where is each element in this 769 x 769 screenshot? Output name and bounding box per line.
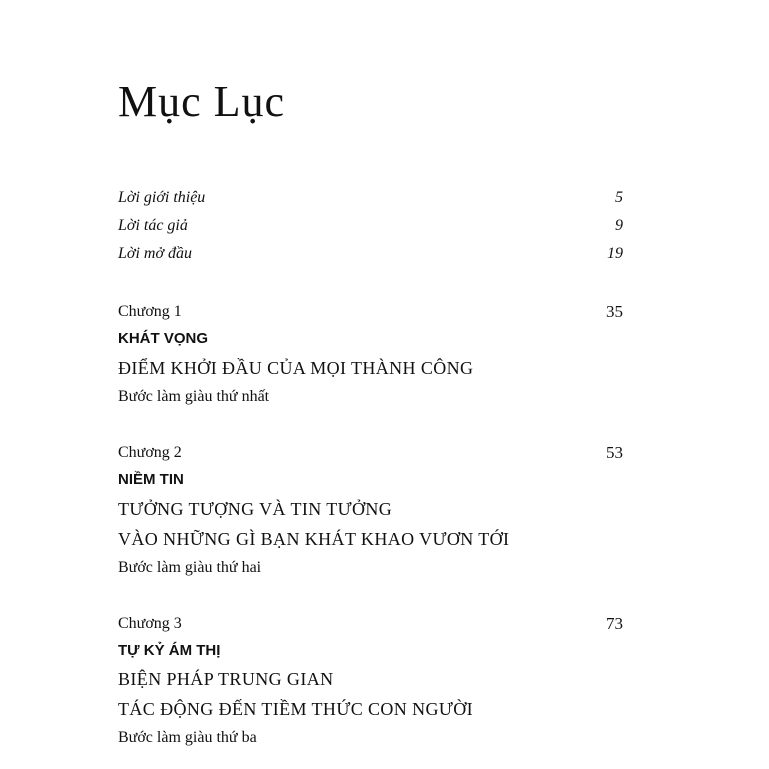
chapter-keyword: NIỀM TIN — [118, 471, 184, 488]
chapter-subtitle: BIỆN PHÁP TRUNG GIAN — [118, 669, 334, 689]
chapter-step: Bước làm giàu thứ hai — [118, 559, 262, 576]
toc-entry-label: Lời giới thiệu — [118, 189, 206, 206]
toc-entry-page: 9 — [615, 217, 623, 234]
chapter-page: 73 — [606, 614, 623, 633]
toc-entry-label: Lời tác giả — [118, 217, 188, 234]
toc-entry-intro[interactable] — [118, 185, 623, 211]
toc-chapter-1[interactable] — [118, 299, 623, 325]
chapter-subtitle: TƯỞNG TƯỢNG VÀ TIN TƯỞNG — [118, 499, 393, 519]
chapter-keyword: TỰ KỶ ÁM THỊ — [118, 642, 221, 659]
toc-entry-label: Lời mở đầu — [118, 245, 192, 262]
chapter-subtitle: TÁC ĐỘNG ĐẾN TIỀM THỨC CON NGƯỜI — [118, 699, 474, 719]
toc-entry-page: 19 — [607, 245, 623, 262]
chapter-page: 53 — [606, 443, 623, 462]
chapter-keyword: KHÁT VỌNG — [118, 330, 208, 347]
toc-entry-page: 5 — [615, 189, 623, 206]
toc-entry-preface[interactable] — [118, 241, 623, 267]
chapter-subtitle: ĐIỂM KHỞI ĐẦU CỦA MỌI THÀNH CÔNG — [118, 358, 474, 378]
chapter-step: Bước làm giàu thứ nhất — [118, 388, 270, 405]
chapter-subtitle: VÀO NHỮNG GÌ BẠN KHÁT KHAO VƯƠN TỚI — [118, 529, 510, 549]
toc-chapter-3[interactable] — [118, 611, 623, 637]
page-title: Mục Lục — [118, 77, 286, 126]
toc-entry-author-note[interactable] — [118, 213, 623, 239]
chapter-label: Chương 1 — [118, 303, 182, 320]
chapter-label: Chương 3 — [118, 615, 182, 632]
chapter-step: Bước làm giàu thứ ba — [118, 729, 257, 746]
toc-chapter-2[interactable] — [118, 440, 623, 466]
chapter-page: 35 — [606, 302, 623, 321]
chapter-label: Chương 2 — [118, 444, 182, 461]
